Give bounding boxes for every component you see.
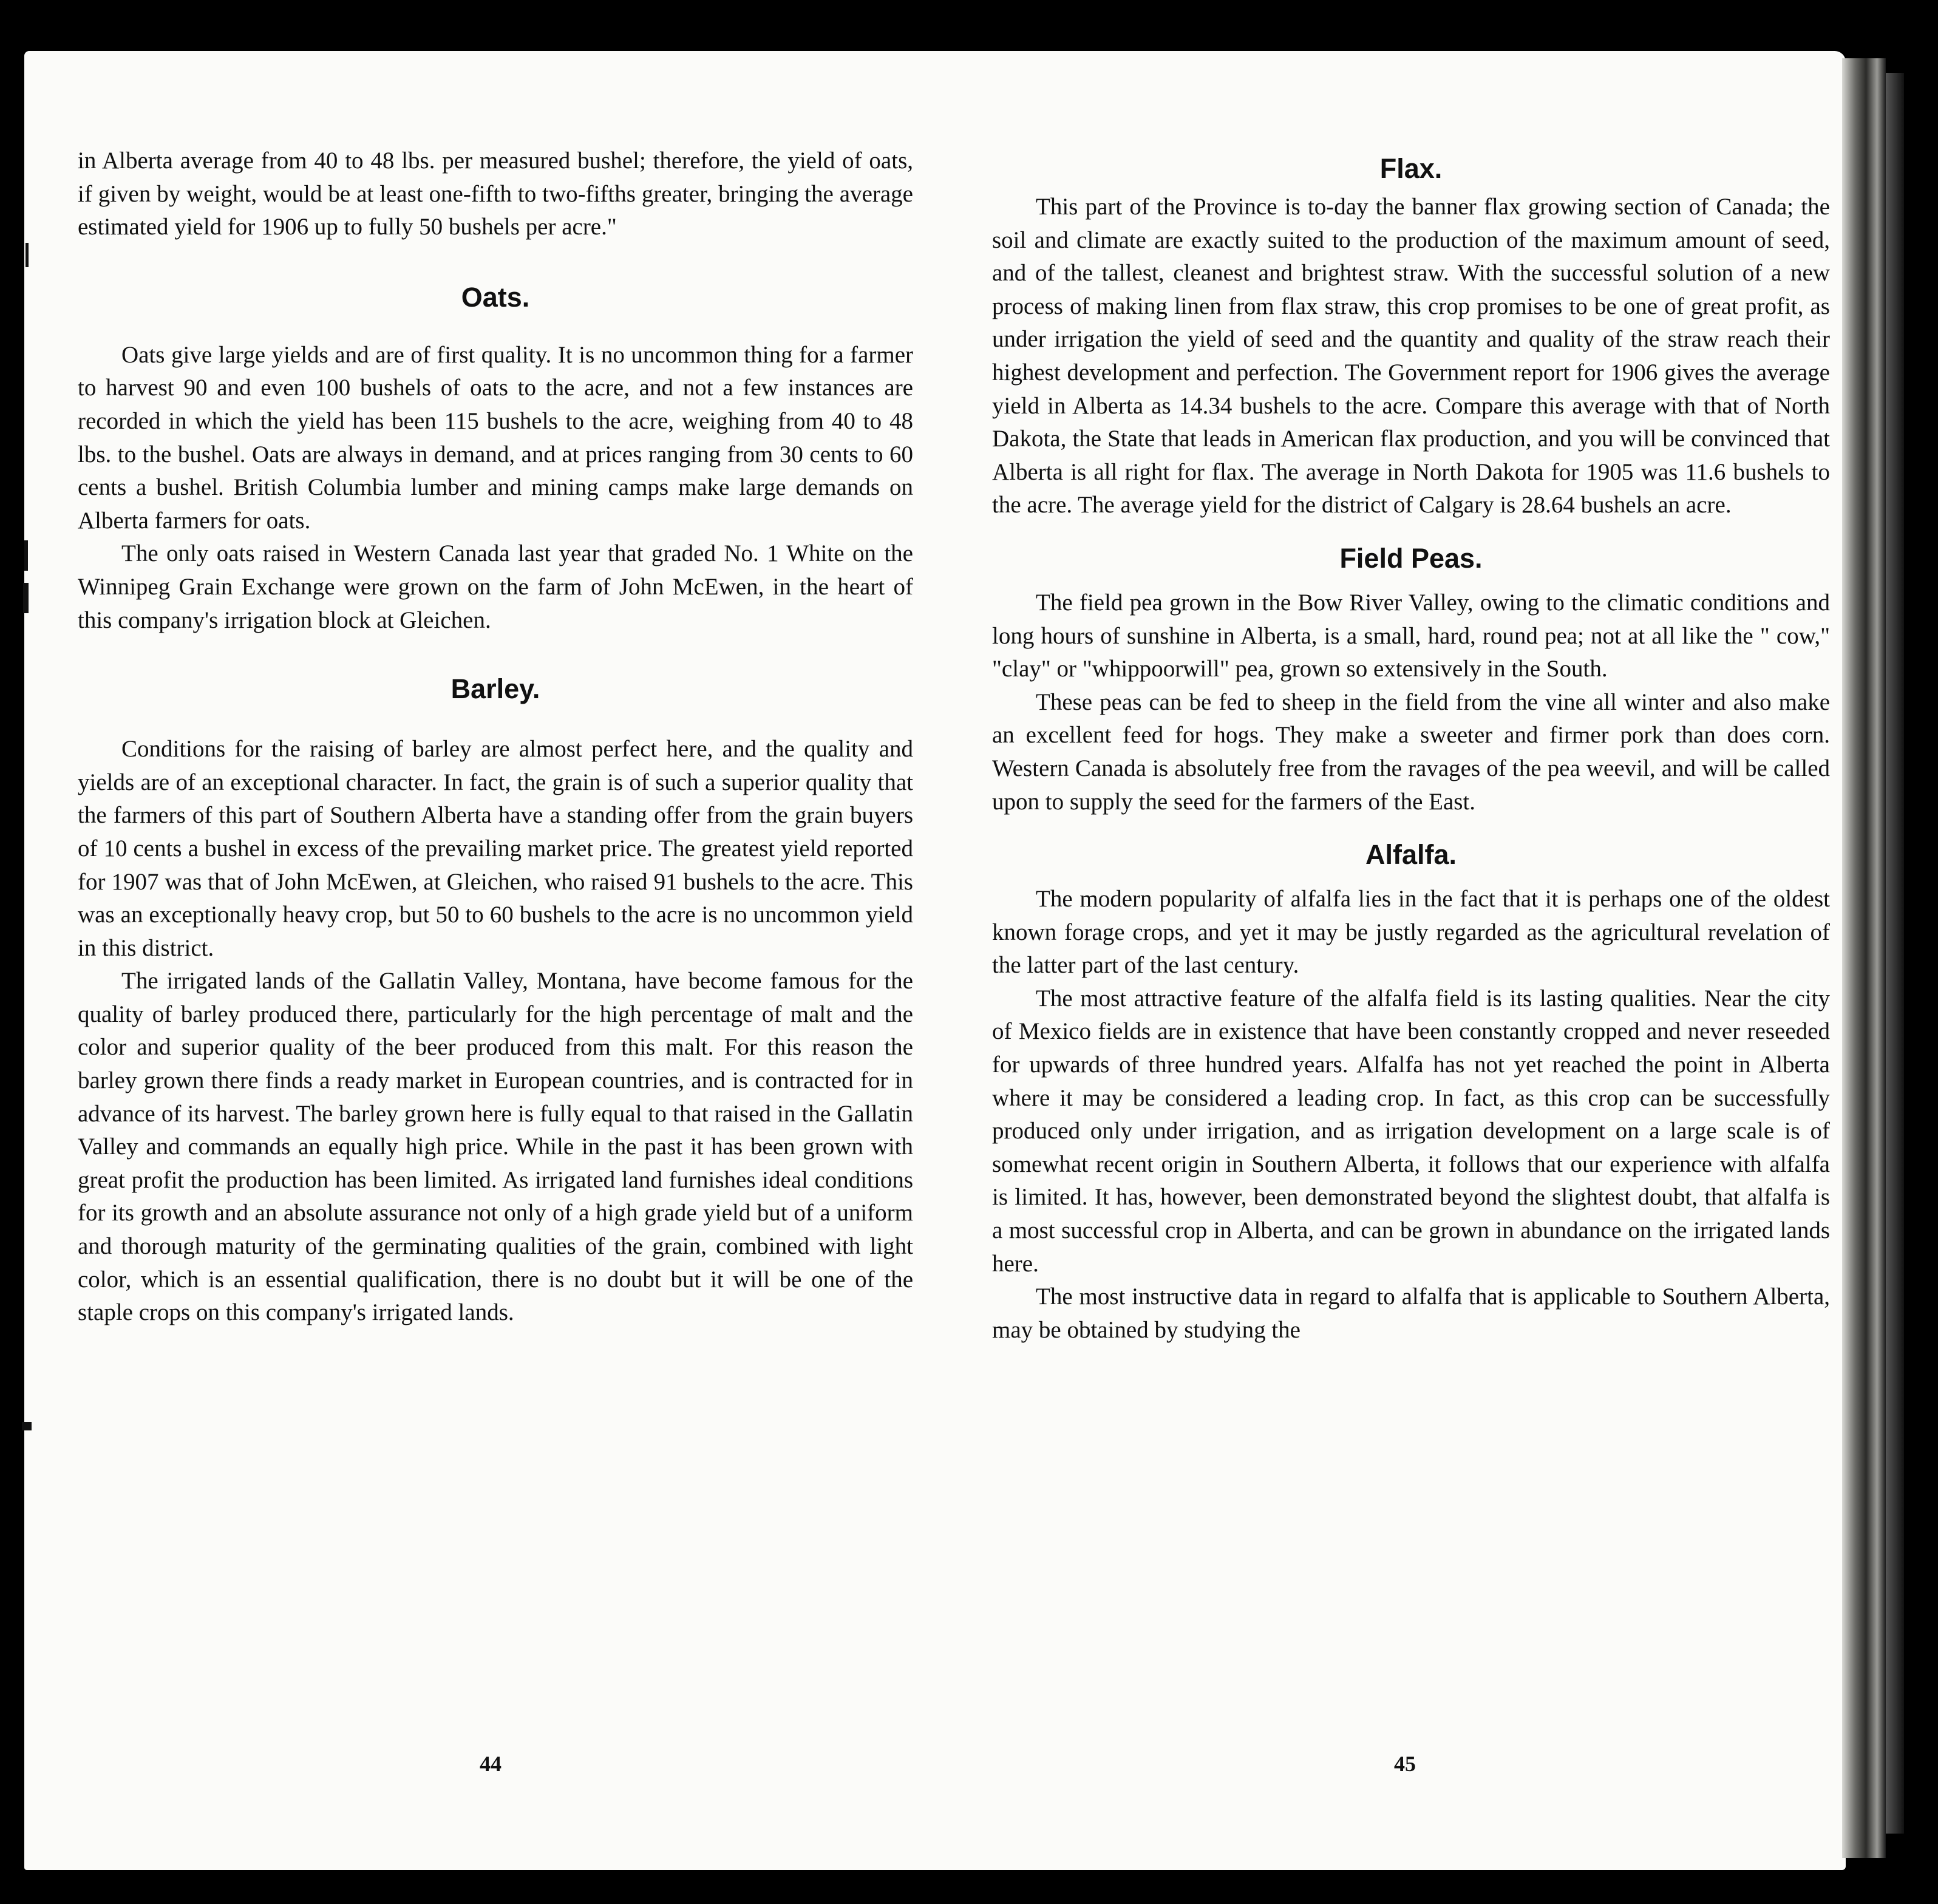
alfalfa-paragraph: The modern popularity of alfalfa lies in the fact that it is perhaps one of the oldest known forage crops, and yet it may be justly regarded as the agricultural revelation of the latter part of the last century. <box>992 886 1830 979</box>
left-page-column <box>78 144 913 1330</box>
alfalfa-paragraph: The most instructive data in regard to alfalfa that is applicable to Southern Alberta, may be obtained by studying the <box>992 1284 1830 1343</box>
flax-paragraph: This part of the Province is to-day the banner flax growing section of Canada; the soil and climate are exactly suited to the production of the maximum amount of seed, and of the tallest, cleanest and brightest straw. With the successful solution of a new process of making linen from flax straw, this crop promises to be one of great profit, as under irrigation the yield of seed and the quantity and quality of the straw reach their highest development and perfection. The Government report for 1906 gives the average yield in Alberta as 14.34 bushels to the acre. Compare this average with that of North Dakota, the State that leads in American flax production, and you will be convinced that Alberta is all right for flax. The average in North Dakota for 1905 was 11.6 bushels to the acre. The average yield for the district of Calgary is 28.64 bushels an acre. <box>992 194 1830 518</box>
section-heading-field-peas: Field Peas. <box>1339 542 1483 574</box>
margin-mark <box>25 243 29 267</box>
section-heading-oats: Oats. <box>461 281 530 313</box>
oats-paragraph: Oats give large yields and are of first quality. It is no uncommon thing for a farmer to harvest 90 and even 100 bushels of oats to the acre, and not a few instances are recorded in which the yield has been 115 bushels to the acre, weighing from 40 to 48 lbs. to the bushel. Oats are always in demand, and at prices ranging from 30 cents to 60 cents a bushel. British Columbia lumber and mining camps make large demands on Alberta farmers for oats. <box>78 341 913 534</box>
barley-paragraph: The irrigated lands of the Gallatin Valley, Montana, have become famous for the quality of barley produced there, particularly for the high percentage of malt and the color and superior quality of the beer produced from this malt. For this reason the barley grown there finds a ready market in European countries, and is contracted for in advance of its harvest. The barley grown here is fully equal to that raised in the Gallatin Valley and commands an equally high price. While in the past it has been grown with great profit the production has been limited. As irrigated land furnishes ideal conditions for its growth and an absolute assurance not only of a high grade yield but of a uniform and thorough maturity of the germinating qualities of the grain, combined with light color, which is an essential qualification, there is no doubt but it will be one of the staple crops on this company's irrigated lands. <box>78 968 913 1326</box>
section-heading-alfalfa: Alfalfa. <box>1365 839 1457 871</box>
book-cover-edge <box>1886 73 1904 1834</box>
field-peas-paragraph: The field pea grown in the Bow River Valley, owing to the climatic conditions and long hours of sunshine in Alberta, is a small, hard, round pea; not at all like the " cow," "clay" or "whippoorwill" pea, grown so extensively in the South. <box>992 589 1830 682</box>
margin-mark <box>24 540 28 571</box>
continuation-paragraph: in Alberta average from 40 to 48 lbs. per measured bushel; therefore, the yield of oats, if given by weight, would be at least one-fifth to two-fifths greater, bringing the average estimated yield for 1906 up to fully 50 bushels per acre." <box>78 148 913 240</box>
book-page-edge <box>1842 58 1886 1858</box>
oats-paragraph: The only oats raised in Western Canada last year that graded No. 1 White on the Winnipeg Grain Exchange were grown on the farm of John McEwen, in the heart of this company's irrigation block at Gleichen. <box>78 540 913 633</box>
alfalfa-paragraph: The most attractive feature of the alfalfa field is its lasting qualities. Near the city of Mexico fields are in existence that have been constantly cropped and never reseeded for upwards of three hundred years. Alfalfa has not yet reached the point in Alberta where it may be considered a leading crop. In fact, as this crop can be successfully produced only under irrigation, and as irrigation development on a large scale is of somewhat recent origin in Southern Alberta, it follows that our experience with alfalfa is limited. It has, however, been demonstrated beyond the slightest doubt, that alfalfa is a most successful crop in Alberta, and can be grown in abundance on the irrigated lands here. <box>992 985 1830 1277</box>
right-page-column <box>992 144 1830 1347</box>
section-heading-barley: Barley. <box>450 673 540 705</box>
barley-paragraph: Conditions for the raising of barley are almost perfect here, and the quality and yields are of an exceptional character. In fact, the grain is of such a superior quality that the farmers of this part of Southern Alberta have a standing offer from the grain buyers of 10 cents a bushel in excess of the prevailing market price. The greatest yield reported for 1907 was that of John McEwen, at Gleichen, who raised 91 bushels to the acre. This was an exceptionally heavy crop, but 50 to 60 bushels to the acre is no uncommon yield in this district. <box>78 736 913 961</box>
margin-mark <box>22 1422 32 1430</box>
field-peas-paragraph: These peas can be fed to sheep in the field from the vine all winter and also make an excellent feed for hogs. They make a sweeter and firmer pork than does corn. Western Canada is absolutely free from the ravages of the pea weevil, and will be called upon to supply the seed for the farmers of the East. <box>992 688 1830 815</box>
margin-mark <box>23 583 29 613</box>
page-number-right: 45 <box>1394 1752 1416 1776</box>
section-heading-flax: Flax. <box>1379 153 1443 184</box>
page-number-left: 44 <box>480 1752 501 1776</box>
